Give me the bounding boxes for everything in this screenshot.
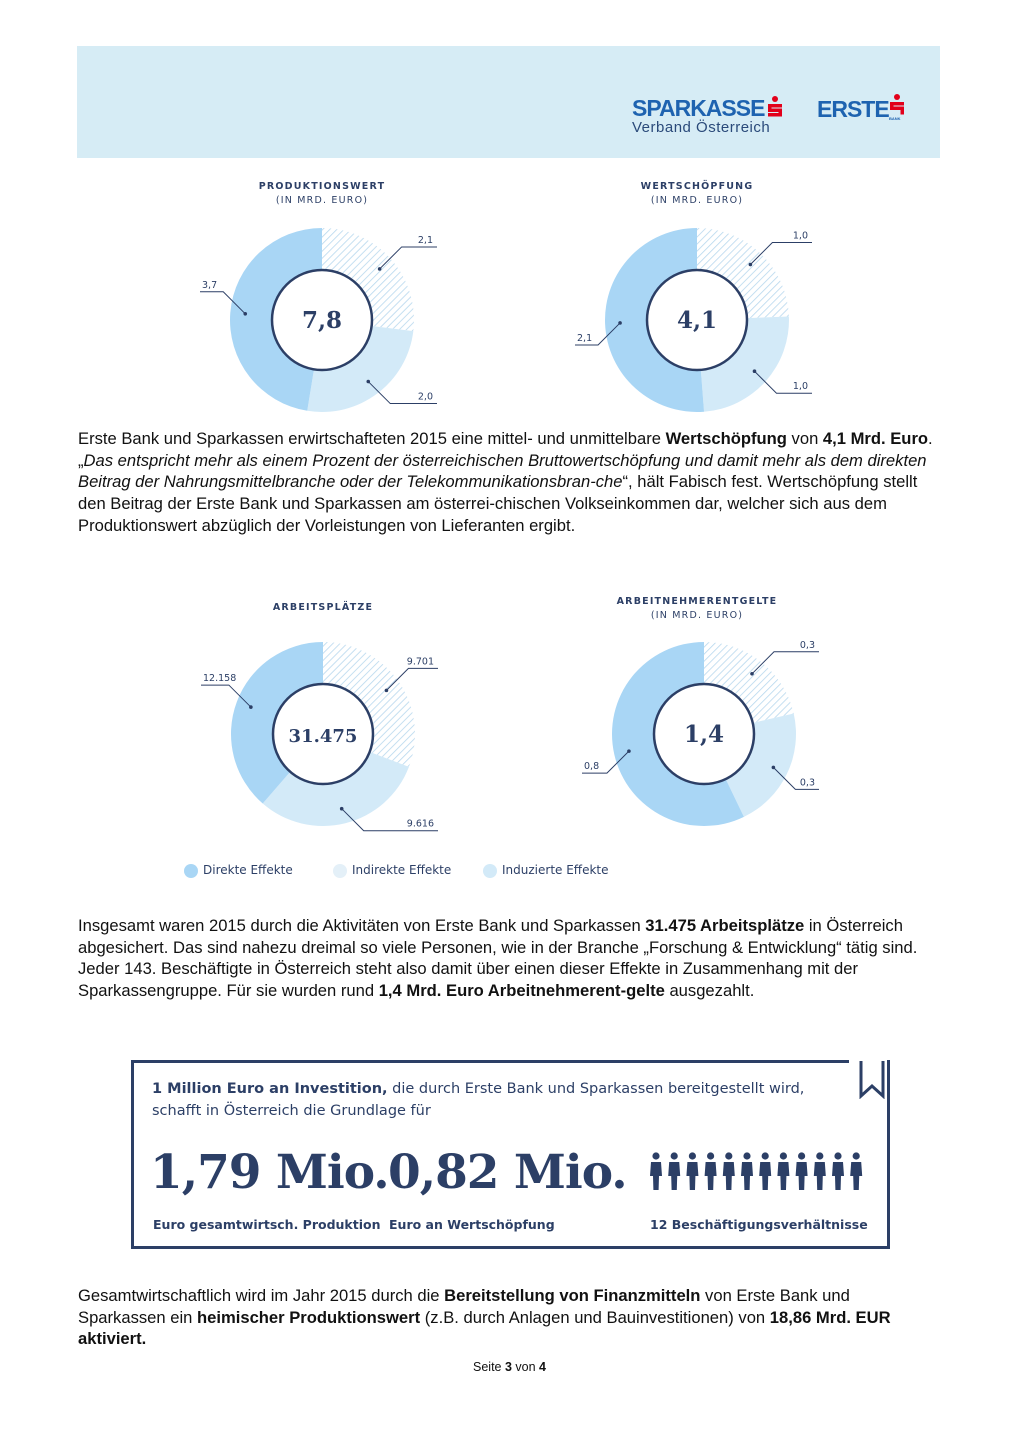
segment-label: 3,7 [202,279,218,291]
sparkasse-logo-subtext: Verband Österreich [632,119,771,136]
infobox-lead-text [152,1078,842,1122]
segment-label: 2,1 [417,234,433,246]
person-icon [741,1152,753,1190]
text-run: “, hält Fabisch fest. Wertschöpfung stellt den Beitrag der Erste Bank und Sparkassen am österrei-chischen Volkseinkommen dar, welcher sich aus dem Produktionswert abzüglich der Vorleistungen von Lieferanten ergibt. [78,472,918,535]
text-run: (z.B. durch Anlagen und Bauinvestitionen) von [420,1307,770,1327]
text-italic: Das entspricht mehr als einem Prozent der österreichischen Bruttowertschöpfung und damit mehr als dem direkten Beitrag der Nahrungsmittelbranche oder der Telekommunikationsbran-che [78,450,927,492]
text-run: Erste Bank und Sparkassen erwirtschafteten 2015 eine mittel- und unmittelbare [78,429,666,448]
person-icon [796,1152,808,1190]
segment-label: 2,1 [577,332,593,344]
donut-total-value: 31.475 [288,726,358,747]
legend-label-induziert: Induzierte Effekte [502,863,609,877]
footer-text: Seite [473,1360,505,1374]
infobox-value-produktion: 1,79 Mio. [150,1145,389,1200]
paragraph-finanzmittel [78,1285,940,1350]
bookmark-icon [858,1061,886,1099]
chart-title-text: ARBEITNEHMERENTGELTE [616,596,778,607]
person-icon [832,1152,844,1190]
text-bold: 18,86 Mrd. EUR aktiviert. [78,1307,891,1349]
chart-subtitle-text: (IN MRD. EURO) [650,195,744,206]
donut-total-value: 1,4 [683,721,725,748]
text-bold: heimischer Produktionswert [197,1307,421,1327]
segment-label: 1,0 [792,230,808,242]
infobox-lead-bold: 1 Million Euro an Investition, [152,1081,388,1097]
sparkasse-logo-text: SPARKASSE [632,95,765,121]
erste-logo-subtext: BANK [889,116,901,121]
infobox-lead-rest: die durch Erste Bank und Sparkassen bereitgestellt wird, schafft in Österreich die Grundlage für [152,1081,805,1119]
chart-subtitle-text: (IN MRD. EURO) [650,610,744,621]
legend-dot-induziert [483,864,497,878]
legend-dot-indirekt [333,864,347,878]
person-icon [723,1152,735,1190]
chart-subtitle-text: (IN MRD. EURO) [275,195,369,206]
segment-label: 9.616 [406,818,434,830]
segment-label: 12.158 [203,673,237,685]
person-icon [850,1152,862,1190]
chart-title-text: PRODUKTIONSWERT [258,181,386,192]
person-icon [705,1152,717,1190]
person-icon [777,1152,789,1190]
text-run: von Erste Bank und Sparkassen ein [78,1286,850,1327]
page-footer [0,1360,1019,1374]
segment-label: 0,8 [584,761,600,773]
chart-title-text: ARBEITSPLÄTZE [272,602,374,613]
legend-label-direkt: Direkte Effekte [203,863,293,877]
text-bold: Bereitstellung von Finanzmitteln [444,1286,701,1305]
erste-logo-text: ERSTE [817,96,889,122]
donut-total-value: 7,8 [301,307,343,334]
paragraph-wertschoepfung [78,428,940,537]
infobox-caption-beschaeftigung: 12 Beschäftigungsverhältnisse [650,1217,868,1232]
person-icon [814,1152,826,1190]
people-icons [646,1152,868,1194]
infobox-value-wertschoepfung: 0,82 Mio. [388,1145,627,1200]
donut-total-value: 4,1 [676,307,718,334]
segment-label: 0,3 [799,639,815,651]
text-run: Gesamtwirtschaftlich wird im Jahr 2015 durch die [78,1286,445,1305]
text-bold: 4,1 Mrd. Euro [822,429,929,448]
legend-dot-direkt [184,864,198,878]
footer-page-total: 4 [539,1360,546,1374]
legend-label-indirekt: Indirekte Effekte [352,863,452,877]
segment-label: 1,0 [792,381,808,393]
text-run: Insgesamt waren 2015 durch die Aktivitäten von Erste Bank und Sparkassen [78,916,646,935]
segment-label: 2,0 [417,391,433,403]
text-run: von [786,429,823,448]
footer-text: von [511,1360,540,1374]
segment-label: 0,3 [799,777,815,789]
text-run: . „ [78,429,933,470]
text-run: ausgezahlt. [664,981,755,1001]
text-bold: 1,4 Mrd. Euro Arbeitnehmerent-gelte [378,981,665,1001]
person-icon [668,1152,680,1190]
text-bold: Wertschöpfung [665,429,787,448]
person-icon [759,1152,771,1190]
text-run: in Österreich abgesichert. Das sind nahezu dreimal so viele Personen, wie in der Branche „Forschung & Entwicklung“ tätig sind. Jeder 143. Beschäftigte in Österreich steht also damit über einen dieser Effekte in Zusammenhang mit der Sparkassengruppe. Für sie wurden rund [78,916,918,1001]
segment-label: 9.701 [406,656,434,668]
paragraph-arbeitsplaetze [78,915,940,1002]
infobox-caption-produktion: Euro gesamtwirtsch. Produktion [153,1217,381,1232]
text-bold: 31.475 Arbeitsplätze [645,916,805,935]
infobox-top-border [131,1060,849,1063]
chart-title-text: WERTSCHÖPFUNG [640,181,754,192]
infobox-caption-wertschoepfung: Euro an Wertschöpfung [389,1217,555,1232]
person-icon [686,1152,698,1190]
person-icon [650,1152,662,1190]
footer-page-number: 3 [504,1360,512,1374]
